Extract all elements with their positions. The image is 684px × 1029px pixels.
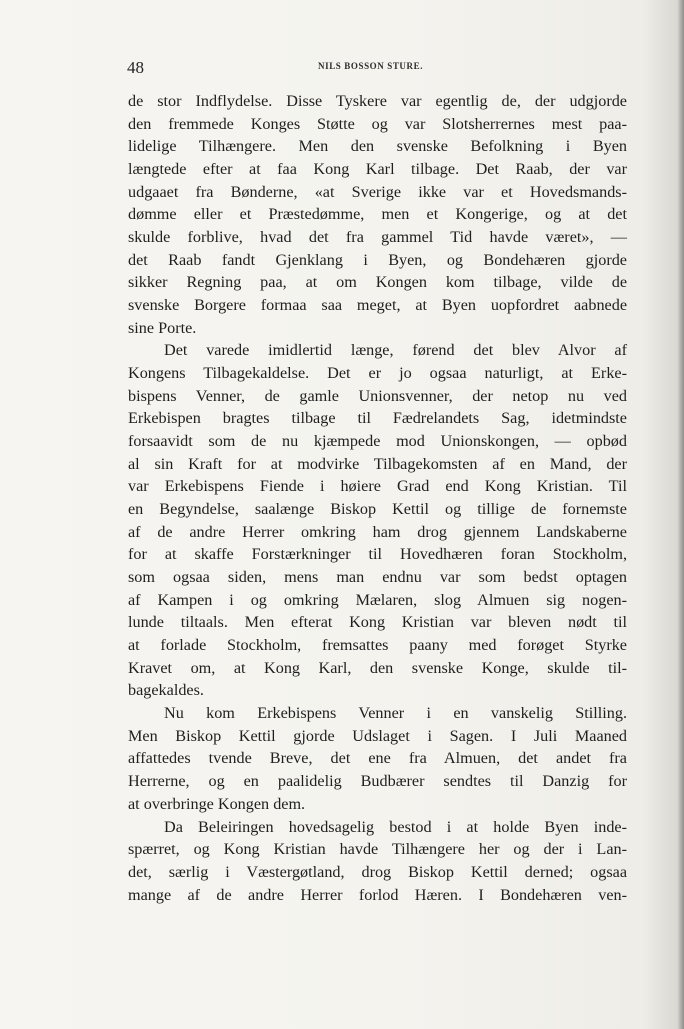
text-line: forsaavidt som de nu kjæmpede mod Unionskongen, — opbød — [128, 432, 627, 451]
text-line: Erkebispen bragtes tilbage til Fædrelandets Sag, idetmindste — [128, 409, 627, 428]
text-line: svenske Borgere formaa saa meget, at Byen uopfordret aabnede — [128, 296, 627, 315]
text-line: Kongens Tilbagekaldelse. Det er jo ogsaa naturligt, at Erke- — [128, 364, 627, 383]
text-line: bispens Venner, de gamle Unionsvenner, der netop nu ved — [128, 386, 627, 405]
text-line: al sin Kraft for at modvirke Tilbagekomsten af en Mand, der — [128, 454, 627, 473]
text-line: for at skaffe Forstærkninger til Hovedhæren foran Stockholm, — [128, 545, 627, 564]
text-line: Nu kom Erkebispens Venner i en vanskelig Stilling. — [164, 704, 627, 723]
text-line: Da Beleiringen hovedsagelig bestod i at holde Byen inde- — [164, 817, 627, 836]
text-line: af Kampen i og omkring Mælaren, slog Almuen sig nogen- — [128, 590, 627, 609]
text-line: det, særlig i Væstergøtland, drog Biskop Kettil derned; ogsaa — [128, 862, 627, 881]
page-edge — [678, 0, 684, 1029]
text-line: lidelige Tilhængere. Men den svenske Befolkning i Byen — [128, 137, 627, 156]
text-line: Herrerne, og en paalidelig Budbærer sendtes til Danzig for — [128, 772, 627, 791]
page-number: 48 — [127, 58, 144, 77]
text-line: længtede efter at faa Kong Karl tilbage. Det Raab, der var — [128, 160, 627, 179]
text-line: lunde tiltaals. Men efterat Kong Kristian var bleven nødt til — [128, 613, 627, 632]
text-line: spærret, og Kong Kristian havde Tilhængere her og der i Lan- — [128, 840, 627, 859]
text-line: det Raab fandt Gjenklang i Byen, og Bondehæren gjorde — [128, 250, 627, 269]
running-title: NILS BOSSON STURE. — [318, 61, 424, 71]
text-line: skulde forblive, hvad det fra gammel Tid havde været», — — [128, 228, 627, 247]
text-line: en Begyndelse, saalænge Biskop Kettil og tillige de fornemste — [128, 500, 627, 519]
paragraph — [128, 816, 627, 907]
text-line: Det varede imidlertid længe, førend det blev Alvor af — [164, 341, 627, 360]
paragraph — [128, 702, 627, 815]
text-line: Kravet om, at Kong Karl, den svenske Konge, skulde til- — [128, 658, 627, 677]
text-line: af de andre Herrer omkring ham drog gjennem Landskaberne — [128, 522, 627, 541]
text-line: dømme eller et Præstedømme, men et Kongerige, og at det — [128, 205, 627, 224]
text-line: de stor Indflydelse. Disse Tyskere var egentlig de, der udgjorde — [128, 92, 627, 110]
text-line: udgaaet fra Bønderne, «at Sverige ikke var et Hovedsmands- — [128, 182, 627, 201]
paragraph — [128, 339, 627, 702]
text-line: sikker Regning paa, at om Kongen kom tilbage, vilde de — [128, 273, 627, 292]
text-line: var Erkebispens Fiende i høiere Grad end Kong Kristian. Til — [128, 477, 627, 496]
body-text — [128, 90, 627, 906]
paragraph — [128, 90, 627, 339]
text-line: Men Biskop Kettil gjorde Udslaget i Sagen. I Juli Maaned — [128, 726, 627, 745]
text-line: som ogsaa siden, mens man endnu var som bedst optagen — [128, 568, 627, 587]
text-line: sine Porte. — [128, 318, 197, 337]
text-line: mange af de andre Herrer forlod Hæren. I Bondehæren ven- — [128, 885, 627, 904]
text-line: at overbringe Kongen dem. — [128, 794, 306, 813]
text-line: affattedes tvende Breve, det ene fra Almuen, det andet fra — [128, 749, 627, 768]
running-head — [0, 0, 684, 90]
text-line: bagekaldes. — [128, 681, 204, 700]
text-line: at forlade Stockholm, fremsattes paany med forøget Styrke — [128, 636, 627, 655]
text-line: den fremmede Konges Støtte og var Slotsherrernes mest paa- — [128, 114, 627, 133]
